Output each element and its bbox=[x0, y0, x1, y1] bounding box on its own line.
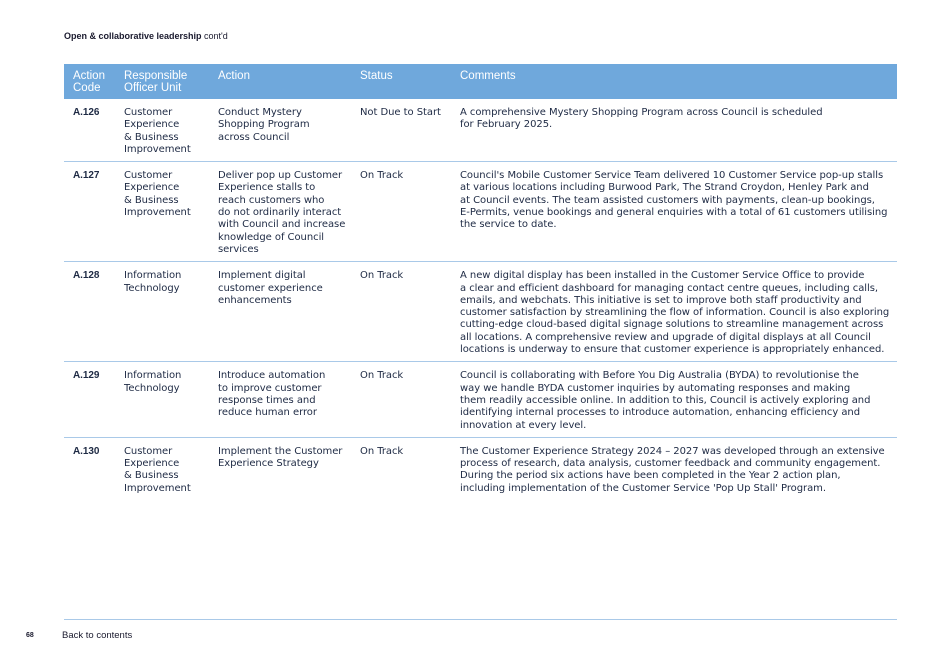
table-row bbox=[64, 162, 897, 262]
action-text: Deliver pop up Customer Experience stalls to reach customers who do not ordinarily interact with Council and increase knowledge of Council services bbox=[218, 162, 360, 262]
action-code: A.130 bbox=[73, 445, 100, 457]
column-header-action-code: Action Code bbox=[73, 70, 105, 94]
status-text: On Track bbox=[360, 445, 404, 457]
responsible-unit: Information Technology bbox=[124, 362, 218, 437]
table-row bbox=[64, 262, 897, 362]
table-header-row bbox=[64, 64, 897, 99]
status-text: On Track bbox=[360, 262, 460, 362]
action-text: Introduce automation to improve customer response times and reduce human error bbox=[218, 362, 360, 437]
action-code: A.126 bbox=[64, 99, 124, 162]
action-code: A.128 bbox=[64, 262, 124, 362]
status-text: On Track bbox=[360, 362, 460, 437]
responsible-unit: Customer Experience & Business Improvement bbox=[124, 162, 218, 262]
comments-text: A comprehensive Mystery Shopping Program across Council is scheduled for February 2025. bbox=[460, 99, 897, 162]
action-code: A.129 bbox=[64, 362, 124, 437]
column-header-responsible-unit: Responsible Officer Unit bbox=[124, 70, 188, 94]
table-row bbox=[64, 437, 897, 500]
section-title: Open & collaborative leadership bbox=[64, 31, 202, 41]
actions-table bbox=[64, 64, 897, 500]
status-text: On Track bbox=[360, 162, 460, 262]
action-code: A.127 bbox=[64, 162, 124, 262]
responsible-unit: Information Technology bbox=[124, 262, 218, 362]
table-row bbox=[64, 362, 897, 437]
action-text: Conduct Mystery Shopping Program across Council bbox=[218, 99, 360, 162]
column-header-status: Status bbox=[360, 70, 393, 82]
footer-divider bbox=[64, 619, 897, 620]
back-to-contents-link[interactable]: Back to contents bbox=[62, 630, 133, 641]
column-header-action: Action bbox=[218, 70, 250, 82]
page-number: 68 bbox=[26, 632, 34, 639]
table-row bbox=[64, 99, 897, 162]
responsible-unit: Customer Experience & Business Improvement bbox=[124, 99, 218, 162]
responsible-unit: Customer Experience & Business Improvement bbox=[124, 445, 191, 494]
comments-text: A new digital display has been installed in the Customer Service Office to provide a clear and efficient dashboard for managing contact centre queues, including calls, emails, and webchats. This initiative is set to improve both staff productivity and customer satisfaction by streamlining the flow of information. Council is also exploring cutting-edge cloud-based digital signage solutions to streamline management across all locations. A comprehensive review and upgrade of digital displays at all Council locations is underway to ensure that customer experience is appropriately enhanced. bbox=[460, 262, 897, 362]
comments-text: The Customer Experience Strategy 2024 – 2027 was developed through an extensive process of research, data analysis, customer feedback and community engagement. During the period six actions have been completed in the Year 2 action plan, including implementation of the Customer Service 'Pop Up Stall' Program. bbox=[460, 445, 885, 494]
page-heading bbox=[64, 31, 228, 41]
status-text: Not Due to Start bbox=[360, 99, 460, 162]
actions-table-container bbox=[64, 64, 897, 500]
action-text: Implement the Customer Experience Strategy bbox=[218, 445, 343, 470]
action-text: Implement digital customer experience enhancements bbox=[218, 262, 360, 362]
section-title-suffix: cont'd bbox=[201, 31, 228, 41]
column-header-comments: Comments bbox=[460, 70, 516, 82]
comments-text: Council's Mobile Customer Service Team delivered 10 Customer Service pop-up stalls at various locations including Burwood Park, The Strand Croydon, Henley Park and at Council events. The team assisted customers with payments, clean-up bookings, E-Permits, venue bookings and general enquiries with a total of 61 customers utilising the service to date. bbox=[460, 162, 897, 262]
comments-text: Council is collaborating with Before You Dig Australia (BYDA) to revolutionise the way we handle BYDA customer inquiries by automating responses and making them readily accessible online. In addition to this, Council is actively exploring and identifying internal processes to introduce automation, enhancing efficiency and innovation at every level. bbox=[460, 362, 897, 437]
